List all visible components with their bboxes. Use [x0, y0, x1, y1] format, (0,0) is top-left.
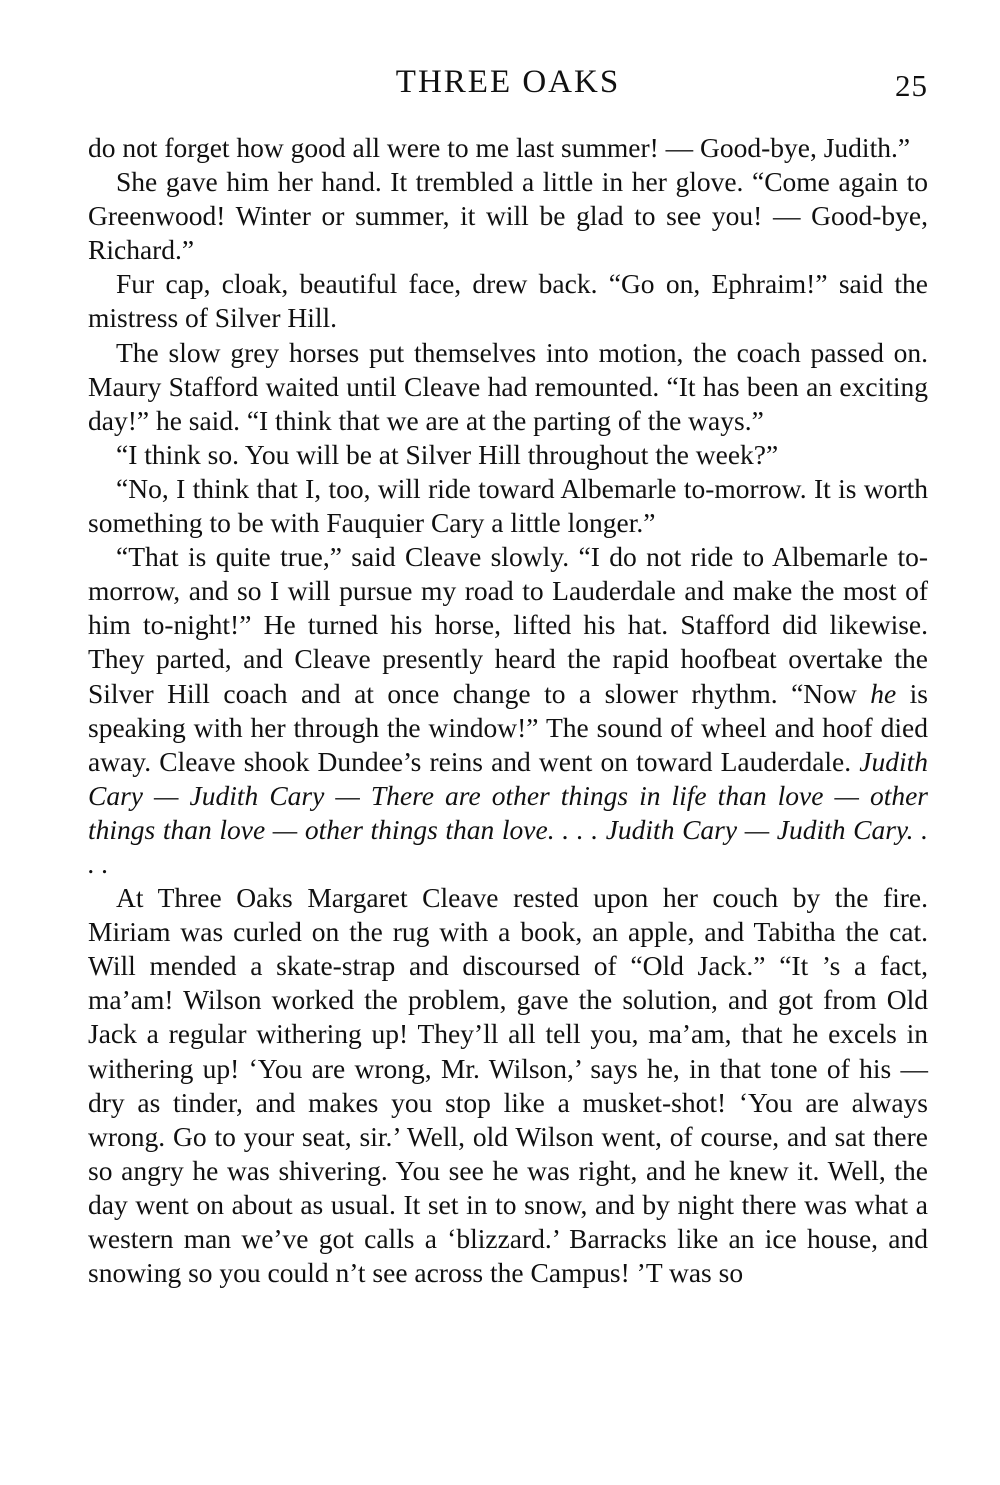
- paragraph: [88, 540, 928, 881]
- page-header: [88, 58, 928, 106]
- body-text: [88, 131, 928, 1290]
- paragraph: Fur cap, cloak, beautiful face, drew back. “Go on, Ephraim!” said the mistress of Silver Hill.: [88, 268, 928, 334]
- paragraph-text: is speaking with her through the window!” The sound of wheel and hoof died away. Cleave shook Dundee’s reins and went on toward Lauderdale.: [88, 677, 928, 777]
- paragraph: The slow grey horses put themselves into motion, the coach passed on. Maury Stafford waited until Cleave had remounted. “It has been an exciting day!” he said. “I think that we are at the parting of the ways.”: [88, 336, 928, 436]
- italic-thought-text: Judith Cary — Judith Cary — There are other things in life than love — other things than love — other things than love. . . . Judith Cary — Judith Cary. . . .: [88, 745, 928, 879]
- paragraph: At Three Oaks Margaret Cleave rested upon her couch by the fire. Miriam was curled on the rug with a book, an apple, and Tabitha the cat. Will mended a skate-strap and discoursed of “Old Jack.” “It ’s a fact, ma’am! Wilson worked the problem, gave the solution, and got from Old Jack a regular withering up! They’ll all tell you, ma’am, that he excels in withering up! ‘You are wrong, Mr. Wilson,’ says he, in that tone of his — dry as tinder, and makes you stop like a musket-shot! ‘You are always wrong. Go to your seat, sir.’ Well, old Wilson went, of course, and sat there so angry he was shivering. You see he was right, and he knew it. Well, the day went on about as usual. It set in to snow, and by night there was what a western man we’ve got calls a ‘blizzard.’ Barracks like an ice house, and snowing so you could n’t see across the Campus! ’T was so: [88, 882, 928, 1289]
- running-title: THREE OAKS: [395, 64, 621, 100]
- paragraph-continuation: do not forget how good all were to me last summer! — Good-bye, Judith.”: [88, 132, 911, 163]
- paragraph: She gave him her hand. It trembled a little in her glove. “Come again to Greenwood! Winter or summer, it will be glad to see you! — Good-bye, Richard.”: [88, 166, 928, 266]
- paragraph-text: “That is quite true,” said Cleave slowly. “I do not ride to Albemarle to-morrow, and so I will pursue my road to Lauderdale and make the most of him to-night!” He turned his horse, lifted his hat. Stafford did likewise. They parted, and Cleave presently heard the rapid hoofbeat overtake the Silver Hill coach and at once change to a slower rhythm. “Now: [88, 541, 928, 709]
- book-page: [88, 58, 928, 1290]
- paragraph: “No, I think that I, too, will ride toward Albemarle to-morrow. It is worth something to be with Fauquier Cary a little longer.”: [88, 472, 928, 539]
- emphasis-text: he: [870, 677, 897, 709]
- page-number: 25: [895, 68, 928, 103]
- paragraph: “I think so. You will be at Silver Hill throughout the week?”: [116, 438, 779, 470]
